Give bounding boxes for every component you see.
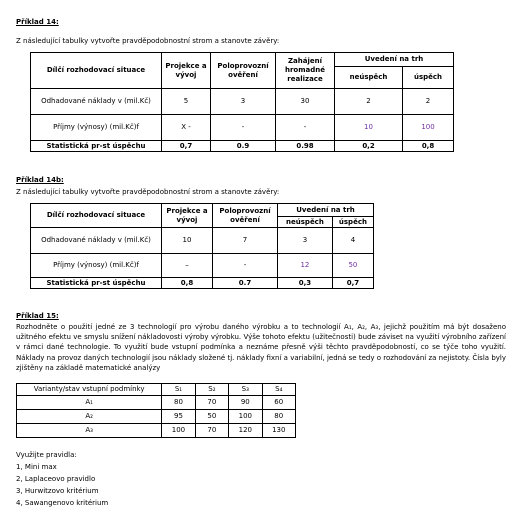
cell: 100 — [403, 115, 454, 141]
ex14-col-zahajeni: Zahájení hromadné realizace — [276, 53, 335, 89]
ex14b-col-neuspech: neúspěch — [278, 217, 333, 228]
table-row — [31, 228, 374, 254]
state-header: S₂ — [195, 384, 228, 396]
cell: 7 — [213, 228, 278, 254]
cell: 2 — [403, 89, 454, 115]
cell: 10 — [162, 228, 213, 254]
table-row — [31, 89, 454, 115]
cell: 4 — [332, 228, 373, 254]
ex15-paragraph: Rozhodněte o použití jedné ze 3 technologií pro výrobu daného výrobku a to technologií A₁, A₂, A₃, jejichž použitím má být dosaženo užitného efektu ve smyslu snížení nákladovosti výroby výrobku. Výše tohoto efektu (užitečnosti) bude záviset na využití výrobního zařízení v rámci dané technologie. To využití bude vstupní podmínka a neznáme přesně výši těchto pravděpodobností, co se týče toho využití. Náklady na provoz daných technologií jsou náklady složené tj. náklady fixní a variabilní, jedná se tedy o rozhodování za nejistoty. Čísla byly zjištěny na základě matematické analýzy — [16, 323, 506, 372]
ex14b-col-situation: Dílčí rozhodovací situace — [31, 204, 162, 228]
cell: 0.7 — [213, 278, 278, 289]
ex14-col-situation: Dílčí rozhodovací situace — [31, 53, 162, 89]
cell: 50 — [332, 254, 373, 278]
cell: 80 — [162, 396, 195, 410]
table-row — [17, 424, 296, 438]
cell: X - — [162, 115, 211, 141]
ex15-rules — [16, 449, 108, 509]
cell: 100 — [162, 424, 195, 438]
cell: 5 — [162, 89, 211, 115]
rules-title: Využijte pravidla: — [16, 451, 77, 459]
cell: 0,7 — [332, 278, 373, 289]
ex14-heading: Příklad 14: — [16, 18, 59, 26]
rule-item: 4, Sawangenovo kritérium — [16, 499, 109, 507]
cell: 50 — [195, 410, 228, 424]
state-header: S₃ — [229, 384, 262, 396]
ex14b-col-uvedeni: Uvedení na trh — [278, 204, 374, 217]
ex14-intro: Z následující tabulky vytvořte pravděpodobnostní strom a stanovte závěry: — [16, 37, 280, 45]
cell: 70 — [195, 396, 228, 410]
ex14b-heading: Příklad 14b: — [16, 176, 64, 184]
rule-item: 2, Laplaceovo pravidlo — [16, 475, 96, 483]
row-label: Odhadované náklady v (mil.Kč) — [31, 228, 162, 254]
ex14b-col-projekce: Projekce a vývoj — [162, 204, 213, 228]
row-label: A₁ — [17, 396, 162, 410]
table-row — [31, 254, 374, 278]
cell: 0,7 — [162, 141, 211, 152]
row-label: Statistická pr-st úspěchu — [31, 278, 162, 289]
table-row — [17, 410, 296, 424]
cell: 80 — [262, 410, 295, 424]
cell: 30 — [276, 89, 335, 115]
table-row — [31, 278, 374, 289]
cell: 3 — [278, 228, 333, 254]
cell: - — [211, 115, 276, 141]
ex14-table — [30, 52, 454, 152]
ex15-heading: Příklad 15: — [16, 312, 59, 320]
cell: 95 — [162, 410, 195, 424]
cell: 90 — [229, 396, 262, 410]
ex14b-col-uspech: úspěch — [332, 217, 373, 228]
table-row — [31, 141, 454, 152]
cell: 0.98 — [276, 141, 335, 152]
ex14-col-neuspech: neúspěch — [335, 67, 403, 89]
state-header: S₄ — [262, 384, 295, 396]
cell: 130 — [262, 424, 295, 438]
ex15-table — [16, 383, 296, 438]
ex14-col-uspech: úspěch — [403, 67, 454, 89]
cell: 3 — [211, 89, 276, 115]
cell: 0,8 — [162, 278, 213, 289]
row-label: Odhadované náklady v (mil.Kč) — [31, 89, 162, 115]
row-label: Statistická pr-st úspěchu — [31, 141, 162, 152]
rule-item: 1, Mini max — [16, 463, 57, 471]
row-label: A₃ — [17, 424, 162, 438]
cell: - — [276, 115, 335, 141]
row-label: Příjmy (výnosy) (mil.Kč)f — [31, 254, 162, 278]
cell: - — [213, 254, 278, 278]
rule-item: 3, Hurwitzovo kritérium — [16, 487, 99, 495]
cell: 70 — [195, 424, 228, 438]
row-label: Příjmy (výnosy) (mil.Kč)f — [31, 115, 162, 141]
ex15-header-label: Varianty/stav vstupní podmínky — [17, 384, 162, 396]
ex14-col-uvedeni: Uvedení na trh — [335, 53, 454, 67]
cell: 0.9 — [211, 141, 276, 152]
ex14-col-poloprovozni: Poloprovozní ověření — [211, 53, 276, 89]
cell: 0,8 — [403, 141, 454, 152]
cell: 2 — [335, 89, 403, 115]
ex14-col-projekce: Projekce a vývoj — [162, 53, 211, 89]
table-row — [31, 115, 454, 141]
cell: 100 — [229, 410, 262, 424]
cell: 0,2 — [335, 141, 403, 152]
cell: 60 — [262, 396, 295, 410]
row-label: A₂ — [17, 410, 162, 424]
state-header: S₁ — [162, 384, 195, 396]
cell: 0,3 — [278, 278, 333, 289]
cell: 120 — [229, 424, 262, 438]
ex14b-intro: Z následující tabulky vytvořte pravděpodobnostní strom a stanovte závěry: — [16, 188, 280, 196]
cell: – — [162, 254, 213, 278]
cell: 10 — [335, 115, 403, 141]
ex14b-col-poloprovozni: Poloprovozní ověření — [213, 204, 278, 228]
cell: 12 — [278, 254, 333, 278]
table-row — [17, 396, 296, 410]
ex14b-table — [30, 203, 374, 289]
